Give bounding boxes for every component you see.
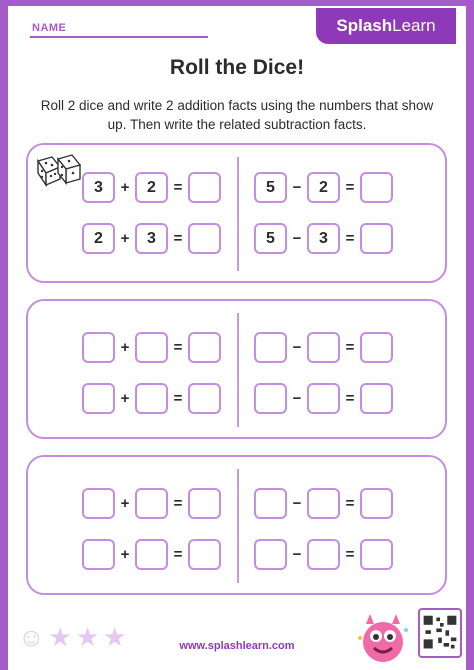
number-box: 3 (307, 223, 340, 254)
example-addition-row-1 (82, 172, 221, 203)
answer-box[interactable] (360, 332, 393, 363)
equals-sign: = (345, 230, 355, 247)
addition-row (82, 488, 221, 519)
star-icon: ★ (48, 622, 72, 652)
number-box: 2 (135, 172, 168, 203)
equals-sign: = (173, 546, 183, 563)
worksheet-title: Roll the Dice! (169, 56, 305, 79)
answer-box[interactable] (360, 223, 393, 254)
answer-box[interactable] (360, 539, 393, 570)
equals-sign: = (173, 390, 183, 407)
input-box[interactable] (82, 383, 115, 414)
practice-panel-2 (26, 455, 447, 595)
input-box[interactable] (254, 539, 287, 570)
number-box: 3 (82, 172, 115, 203)
mascot-icon (354, 608, 412, 666)
equals-sign: = (345, 179, 355, 196)
minus-sign: − (292, 339, 302, 356)
footer-url[interactable]: www.splashlearn.com (179, 640, 295, 652)
name-line[interactable] (30, 36, 208, 38)
plus-sign: + (120, 230, 130, 247)
number-box: 5 (254, 172, 287, 203)
number-box: 2 (82, 223, 115, 254)
equals-sign: = (345, 390, 355, 407)
subtraction-row (254, 383, 393, 414)
example-subtraction-row-2 (254, 223, 393, 254)
input-box[interactable] (82, 539, 115, 570)
answer-box[interactable] (188, 332, 221, 363)
minus-sign: − (292, 390, 302, 407)
dice-icon (34, 151, 84, 187)
input-box[interactable] (82, 332, 115, 363)
practice-panel-1 (26, 299, 447, 439)
input-box[interactable] (307, 488, 340, 519)
equals-sign: = (173, 495, 183, 512)
instructions: Roll 2 dice and write 2 addition facts using the numbers that show up. Then write the related subtraction facts. (40, 98, 434, 132)
answer-box[interactable] (188, 488, 221, 519)
star-icon: ★ (75, 622, 100, 652)
star-icon: ★ (103, 622, 127, 652)
example-addition-row-2 (82, 223, 221, 254)
plus-sign: + (120, 339, 130, 356)
answer-box[interactable] (188, 223, 221, 254)
subtraction-row (254, 488, 393, 519)
answer-box[interactable] (360, 488, 393, 519)
answer-box[interactable] (188, 383, 221, 414)
plus-sign: + (120, 390, 130, 407)
plus-sign: + (120, 495, 130, 512)
panel-divider (237, 313, 239, 427)
equals-sign: = (173, 339, 183, 356)
equals-sign: = (345, 546, 355, 563)
qr-code-icon (418, 608, 462, 658)
input-box[interactable] (135, 383, 168, 414)
brand-text-bold: Splash (336, 16, 393, 35)
number-box: 5 (254, 223, 287, 254)
subtraction-row (254, 332, 393, 363)
plus-sign: + (120, 546, 130, 563)
addition-row (82, 383, 221, 414)
plus-sign: + (120, 179, 130, 196)
answer-box[interactable] (188, 539, 221, 570)
example-panel (26, 143, 447, 283)
number-box: 3 (135, 223, 168, 254)
input-box[interactable] (254, 383, 287, 414)
input-box[interactable] (135, 332, 168, 363)
panel-divider (237, 157, 239, 271)
minus-sign: − (292, 546, 302, 563)
minus-sign: − (292, 495, 302, 512)
input-box[interactable] (307, 332, 340, 363)
equals-sign: = (345, 495, 355, 512)
equals-sign: = (345, 339, 355, 356)
minus-sign: − (292, 230, 302, 247)
smiley-icon: ☺ (18, 622, 45, 652)
addition-row (82, 539, 221, 570)
input-box[interactable] (135, 488, 168, 519)
input-box[interactable] (307, 383, 340, 414)
input-box[interactable] (82, 488, 115, 519)
answer-box[interactable] (360, 383, 393, 414)
answer-box[interactable] (360, 172, 393, 203)
addition-row (82, 332, 221, 363)
example-subtraction-row-1 (254, 172, 393, 203)
brand-logo (316, 8, 456, 44)
equals-sign: = (173, 179, 183, 196)
input-box[interactable] (135, 539, 168, 570)
panel-divider (237, 469, 239, 583)
minus-sign: − (292, 179, 302, 196)
input-box[interactable] (254, 332, 287, 363)
top-bar (8, 0, 466, 6)
number-box: 2 (307, 172, 340, 203)
input-box[interactable] (307, 539, 340, 570)
equals-sign: = (173, 230, 183, 247)
name-label: NAME (32, 22, 67, 34)
input-box[interactable] (254, 488, 287, 519)
answer-box[interactable] (188, 172, 221, 203)
brand-text-light: Learn (392, 16, 436, 35)
subtraction-row (254, 539, 393, 570)
